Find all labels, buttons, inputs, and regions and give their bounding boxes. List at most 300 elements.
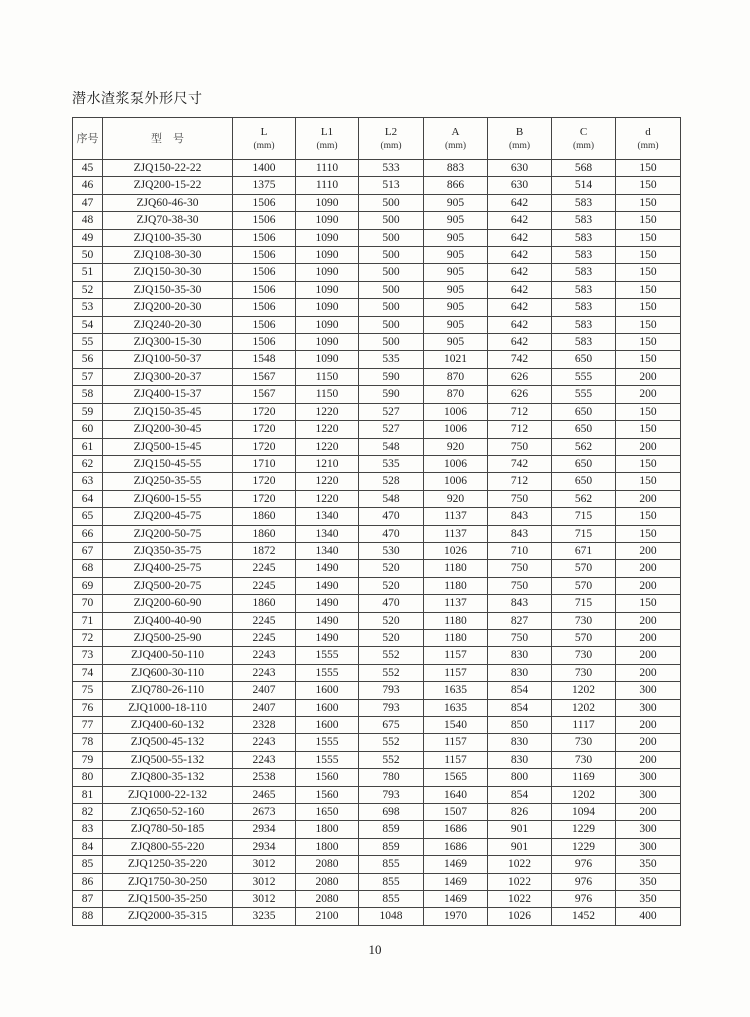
cell-A: 1180	[424, 629, 488, 646]
cell-L: 1710	[233, 455, 296, 472]
cell-row-index: 76	[73, 699, 103, 716]
cell-A: 1157	[424, 664, 488, 681]
cell-C: 562	[552, 438, 616, 455]
table-row	[73, 856, 681, 873]
cell-row-index: 47	[73, 194, 103, 211]
cell-C: 570	[552, 577, 616, 594]
cell-B: 843	[488, 595, 552, 612]
cell-B: 712	[488, 421, 552, 438]
cell-B: 800	[488, 769, 552, 786]
cell-A: 1635	[424, 682, 488, 699]
cell-row-index: 63	[73, 473, 103, 490]
cell-d: 150	[616, 281, 681, 298]
cell-L: 2245	[233, 560, 296, 577]
table-row	[73, 908, 681, 925]
cell-model: ZJQ500-55-132	[103, 751, 233, 768]
cell-A: 1565	[424, 769, 488, 786]
table-row	[73, 299, 681, 316]
cell-L1: 1090	[296, 212, 359, 229]
table-row	[73, 821, 681, 838]
cell-row-index: 84	[73, 838, 103, 855]
cell-row-index: 60	[73, 421, 103, 438]
cell-B: 1026	[488, 908, 552, 925]
cell-L: 2243	[233, 647, 296, 664]
table-row	[73, 699, 681, 716]
cell-B: 843	[488, 525, 552, 542]
cell-L: 2407	[233, 699, 296, 716]
cell-L: 2465	[233, 786, 296, 803]
cell-d: 200	[616, 734, 681, 751]
cell-d: 300	[616, 769, 681, 786]
cell-L: 2934	[233, 838, 296, 855]
table-row	[73, 403, 681, 420]
cell-C: 583	[552, 247, 616, 264]
cell-A: 1686	[424, 838, 488, 855]
table-row	[73, 334, 681, 351]
cell-model: ZJQ100-50-37	[103, 351, 233, 368]
cell-L: 1548	[233, 351, 296, 368]
table-row	[73, 786, 681, 803]
cell-A: 1469	[424, 891, 488, 908]
cell-L2: 552	[359, 734, 424, 751]
cell-row-index: 66	[73, 525, 103, 542]
table-row	[73, 577, 681, 594]
cell-d: 150	[616, 473, 681, 490]
cell-L2: 859	[359, 821, 424, 838]
pump-dimensions-table	[72, 117, 681, 926]
cell-model: ZJQ2000-35-315	[103, 908, 233, 925]
table-row	[73, 455, 681, 472]
cell-C: 562	[552, 490, 616, 507]
cell-L1: 1090	[296, 316, 359, 333]
cell-L1: 1110	[296, 160, 359, 177]
cell-model: ZJQ200-30-45	[103, 421, 233, 438]
cell-L1: 2100	[296, 908, 359, 925]
cell-A: 883	[424, 160, 488, 177]
table-row	[73, 368, 681, 385]
cell-L2: 500	[359, 247, 424, 264]
cell-L: 3012	[233, 873, 296, 890]
cell-B: 750	[488, 560, 552, 577]
cell-C: 583	[552, 316, 616, 333]
cell-L2: 500	[359, 299, 424, 316]
cell-L1: 1220	[296, 403, 359, 420]
cell-L1: 1340	[296, 525, 359, 542]
cell-row-index: 51	[73, 264, 103, 281]
cell-d: 150	[616, 264, 681, 281]
cell-A: 1137	[424, 525, 488, 542]
cell-L: 2328	[233, 717, 296, 734]
cell-L2: 675	[359, 717, 424, 734]
table-header-row	[73, 118, 681, 160]
cell-A: 1157	[424, 734, 488, 751]
cell-B: 642	[488, 299, 552, 316]
cell-L1: 1220	[296, 473, 359, 490]
cell-C: 976	[552, 891, 616, 908]
cell-L1: 1220	[296, 490, 359, 507]
page-title: 潜水渣浆泵外形尺寸	[72, 91, 203, 107]
cell-L: 2245	[233, 612, 296, 629]
cell-model: ZJQ780-26-110	[103, 682, 233, 699]
cell-A: 905	[424, 212, 488, 229]
cell-C: 583	[552, 299, 616, 316]
cell-d: 300	[616, 821, 681, 838]
cell-A: 1635	[424, 699, 488, 716]
cell-row-index: 72	[73, 629, 103, 646]
cell-L1: 2080	[296, 891, 359, 908]
cell-L1: 1800	[296, 821, 359, 838]
cell-L: 1506	[233, 247, 296, 264]
cell-B: 830	[488, 734, 552, 751]
cell-model: ZJQ1000-18-110	[103, 699, 233, 716]
cell-A: 920	[424, 438, 488, 455]
cell-C: 976	[552, 856, 616, 873]
cell-L2: 520	[359, 560, 424, 577]
cell-model: ZJQ1750-30-250	[103, 873, 233, 890]
table-row	[73, 177, 681, 194]
cell-L2: 548	[359, 490, 424, 507]
cell-A: 1970	[424, 908, 488, 925]
cell-B: 642	[488, 316, 552, 333]
cell-A: 1026	[424, 542, 488, 559]
cell-d: 200	[616, 664, 681, 681]
cell-L: 1506	[233, 212, 296, 229]
cell-B: 854	[488, 699, 552, 716]
cell-L: 1860	[233, 525, 296, 542]
cell-L1: 1560	[296, 769, 359, 786]
cell-model: ZJQ108-30-30	[103, 247, 233, 264]
cell-B: 750	[488, 629, 552, 646]
cell-A: 1137	[424, 508, 488, 525]
cell-L1: 1650	[296, 804, 359, 821]
cell-C: 730	[552, 664, 616, 681]
table-row	[73, 351, 681, 368]
cell-d: 150	[616, 403, 681, 420]
cell-C: 1229	[552, 838, 616, 855]
cell-row-index: 54	[73, 316, 103, 333]
header-A: A (mm)	[424, 118, 488, 160]
cell-L2: 470	[359, 525, 424, 542]
cell-L2: 793	[359, 682, 424, 699]
cell-L2: 552	[359, 751, 424, 768]
cell-L1: 1340	[296, 508, 359, 525]
cell-model: ZJQ500-45-132	[103, 734, 233, 751]
table-row	[73, 891, 681, 908]
header-L1: L1 (mm)	[296, 118, 359, 160]
table-row	[73, 229, 681, 246]
cell-model: ZJQ500-15-45	[103, 438, 233, 455]
table-row	[73, 386, 681, 403]
cell-A: 905	[424, 247, 488, 264]
cell-C: 1229	[552, 821, 616, 838]
cell-L: 1567	[233, 386, 296, 403]
table-body	[73, 160, 681, 926]
cell-A: 1180	[424, 560, 488, 577]
cell-L1: 1555	[296, 751, 359, 768]
cell-row-index: 45	[73, 160, 103, 177]
cell-A: 1006	[424, 473, 488, 490]
table-row	[73, 838, 681, 855]
cell-A: 1006	[424, 403, 488, 420]
cell-model: ZJQ150-45-55	[103, 455, 233, 472]
cell-model: ZJQ250-35-55	[103, 473, 233, 490]
cell-L2: 520	[359, 577, 424, 594]
cell-B: 854	[488, 786, 552, 803]
cell-d: 150	[616, 177, 681, 194]
cell-L2: 590	[359, 368, 424, 385]
cell-L: 2243	[233, 664, 296, 681]
cell-B: 1022	[488, 856, 552, 873]
table-row	[73, 682, 681, 699]
cell-B: 901	[488, 838, 552, 855]
cell-A: 920	[424, 490, 488, 507]
cell-A: 1469	[424, 873, 488, 890]
table-row	[73, 281, 681, 298]
cell-B: 642	[488, 212, 552, 229]
cell-L: 1506	[233, 316, 296, 333]
cell-B: 826	[488, 804, 552, 821]
cell-B: 1022	[488, 891, 552, 908]
cell-L1: 1090	[296, 281, 359, 298]
cell-model: ZJQ300-15-30	[103, 334, 233, 351]
cell-L: 3012	[233, 891, 296, 908]
cell-d: 300	[616, 838, 681, 855]
cell-C: 730	[552, 612, 616, 629]
cell-C: 671	[552, 542, 616, 559]
cell-L2: 527	[359, 403, 424, 420]
cell-A: 905	[424, 264, 488, 281]
table-row	[73, 212, 681, 229]
cell-B: 854	[488, 682, 552, 699]
cell-row-index: 50	[73, 247, 103, 264]
cell-C: 1117	[552, 717, 616, 734]
cell-L1: 1490	[296, 612, 359, 629]
cell-model: ZJQ1500-35-250	[103, 891, 233, 908]
cell-row-index: 46	[73, 177, 103, 194]
cell-L2: 520	[359, 629, 424, 646]
cell-d: 150	[616, 351, 681, 368]
cell-A: 905	[424, 229, 488, 246]
table-row	[73, 873, 681, 890]
cell-model: ZJQ600-15-55	[103, 490, 233, 507]
cell-d: 200	[616, 612, 681, 629]
cell-L: 1720	[233, 473, 296, 490]
cell-B: 843	[488, 508, 552, 525]
cell-row-index: 88	[73, 908, 103, 925]
cell-L2: 548	[359, 438, 424, 455]
cell-model: ZJQ1250-35-220	[103, 856, 233, 873]
cell-L: 2245	[233, 577, 296, 594]
cell-L2: 530	[359, 542, 424, 559]
cell-B: 630	[488, 160, 552, 177]
cell-row-index: 86	[73, 873, 103, 890]
cell-L1: 1555	[296, 664, 359, 681]
cell-L2: 780	[359, 769, 424, 786]
cell-d: 150	[616, 334, 681, 351]
cell-model: ZJQ400-25-75	[103, 560, 233, 577]
cell-L: 2245	[233, 629, 296, 646]
cell-d: 200	[616, 438, 681, 455]
cell-C: 976	[552, 873, 616, 890]
cell-row-index: 49	[73, 229, 103, 246]
cell-L: 1400	[233, 160, 296, 177]
cell-A: 1686	[424, 821, 488, 838]
cell-model: ZJQ400-15-37	[103, 386, 233, 403]
cell-L1: 1555	[296, 647, 359, 664]
cell-L2: 552	[359, 647, 424, 664]
cell-L1: 1600	[296, 717, 359, 734]
table-row	[73, 595, 681, 612]
cell-A: 905	[424, 281, 488, 298]
cell-L2: 855	[359, 891, 424, 908]
cell-row-index: 75	[73, 682, 103, 699]
cell-C: 1094	[552, 804, 616, 821]
cell-A: 905	[424, 194, 488, 211]
cell-row-index: 55	[73, 334, 103, 351]
cell-A: 1006	[424, 455, 488, 472]
cell-C: 555	[552, 386, 616, 403]
cell-C: 650	[552, 421, 616, 438]
cell-row-index: 79	[73, 751, 103, 768]
cell-C: 583	[552, 334, 616, 351]
cell-model: ZJQ1000-22-132	[103, 786, 233, 803]
cell-C: 583	[552, 212, 616, 229]
cell-L1: 1090	[296, 264, 359, 281]
table-row	[73, 194, 681, 211]
table-row	[73, 264, 681, 281]
cell-C: 715	[552, 595, 616, 612]
cell-L1: 1090	[296, 229, 359, 246]
table-row	[73, 769, 681, 786]
cell-L2: 1048	[359, 908, 424, 925]
cell-model: ZJQ150-30-30	[103, 264, 233, 281]
cell-B: 642	[488, 281, 552, 298]
cell-d: 150	[616, 525, 681, 542]
cell-L1: 1555	[296, 734, 359, 751]
cell-L1: 1090	[296, 334, 359, 351]
cell-row-index: 83	[73, 821, 103, 838]
cell-L1: 1800	[296, 838, 359, 855]
cell-L2: 552	[359, 664, 424, 681]
cell-A: 1157	[424, 751, 488, 768]
page-number: 10	[368, 942, 382, 957]
cell-L2: 859	[359, 838, 424, 855]
cell-row-index: 73	[73, 647, 103, 664]
cell-A: 1137	[424, 595, 488, 612]
cell-d: 300	[616, 699, 681, 716]
header-C: C (mm)	[552, 118, 616, 160]
header-d: d (mm)	[616, 118, 681, 160]
table-row	[73, 160, 681, 177]
cell-d: 150	[616, 508, 681, 525]
cell-C: 1202	[552, 699, 616, 716]
table-row	[73, 490, 681, 507]
cell-model: ZJQ150-22-22	[103, 160, 233, 177]
cell-model: ZJQ800-35-132	[103, 769, 233, 786]
cell-B: 750	[488, 577, 552, 594]
cell-d: 200	[616, 542, 681, 559]
cell-A: 870	[424, 386, 488, 403]
cell-model: ZJQ650-52-160	[103, 804, 233, 821]
header-B: B (mm)	[488, 118, 552, 160]
cell-C: 730	[552, 751, 616, 768]
cell-C: 715	[552, 508, 616, 525]
cell-B: 830	[488, 647, 552, 664]
cell-B: 830	[488, 664, 552, 681]
cell-d: 350	[616, 856, 681, 873]
cell-model: ZJQ100-35-30	[103, 229, 233, 246]
table-row	[73, 421, 681, 438]
cell-row-index: 78	[73, 734, 103, 751]
cell-model: ZJQ400-50-110	[103, 647, 233, 664]
cell-row-index: 64	[73, 490, 103, 507]
cell-row-index: 80	[73, 769, 103, 786]
table-row	[73, 525, 681, 542]
cell-L: 2243	[233, 734, 296, 751]
cell-d: 150	[616, 247, 681, 264]
cell-L: 1720	[233, 438, 296, 455]
cell-model: ZJQ60-46-30	[103, 194, 233, 211]
table-row	[73, 316, 681, 333]
cell-B: 750	[488, 490, 552, 507]
cell-L: 2673	[233, 804, 296, 821]
cell-row-index: 62	[73, 455, 103, 472]
cell-L2: 513	[359, 177, 424, 194]
cell-d: 200	[616, 751, 681, 768]
cell-L: 1860	[233, 595, 296, 612]
cell-d: 200	[616, 368, 681, 385]
cell-L: 2538	[233, 769, 296, 786]
cell-row-index: 58	[73, 386, 103, 403]
cell-row-index: 65	[73, 508, 103, 525]
cell-d: 200	[616, 717, 681, 734]
cell-row-index: 85	[73, 856, 103, 873]
cell-model: ZJQ500-20-75	[103, 577, 233, 594]
cell-B: 710	[488, 542, 552, 559]
cell-model: ZJQ200-20-30	[103, 299, 233, 316]
cell-L2: 500	[359, 194, 424, 211]
cell-model: ZJQ350-35-75	[103, 542, 233, 559]
cell-model: ZJQ600-30-110	[103, 664, 233, 681]
cell-d: 150	[616, 455, 681, 472]
cell-A: 1507	[424, 804, 488, 821]
cell-d: 400	[616, 908, 681, 925]
cell-C: 583	[552, 264, 616, 281]
cell-L2: 855	[359, 856, 424, 873]
cell-L1: 1490	[296, 577, 359, 594]
cell-L: 1506	[233, 281, 296, 298]
cell-model: ZJQ150-35-45	[103, 403, 233, 420]
cell-L: 2243	[233, 751, 296, 768]
cell-A: 1021	[424, 351, 488, 368]
table-row	[73, 247, 681, 264]
cell-C: 555	[552, 368, 616, 385]
cell-B: 642	[488, 194, 552, 211]
cell-C: 514	[552, 177, 616, 194]
cell-row-index: 59	[73, 403, 103, 420]
cell-B: 630	[488, 177, 552, 194]
cell-L1: 1090	[296, 247, 359, 264]
cell-L1: 1600	[296, 699, 359, 716]
cell-L1: 1490	[296, 629, 359, 646]
cell-B: 712	[488, 473, 552, 490]
cell-L2: 855	[359, 873, 424, 890]
cell-model: ZJQ400-60-132	[103, 717, 233, 734]
cell-model: ZJQ240-20-30	[103, 316, 233, 333]
cell-L: 1506	[233, 299, 296, 316]
cell-B: 642	[488, 229, 552, 246]
cell-L1: 2080	[296, 873, 359, 890]
